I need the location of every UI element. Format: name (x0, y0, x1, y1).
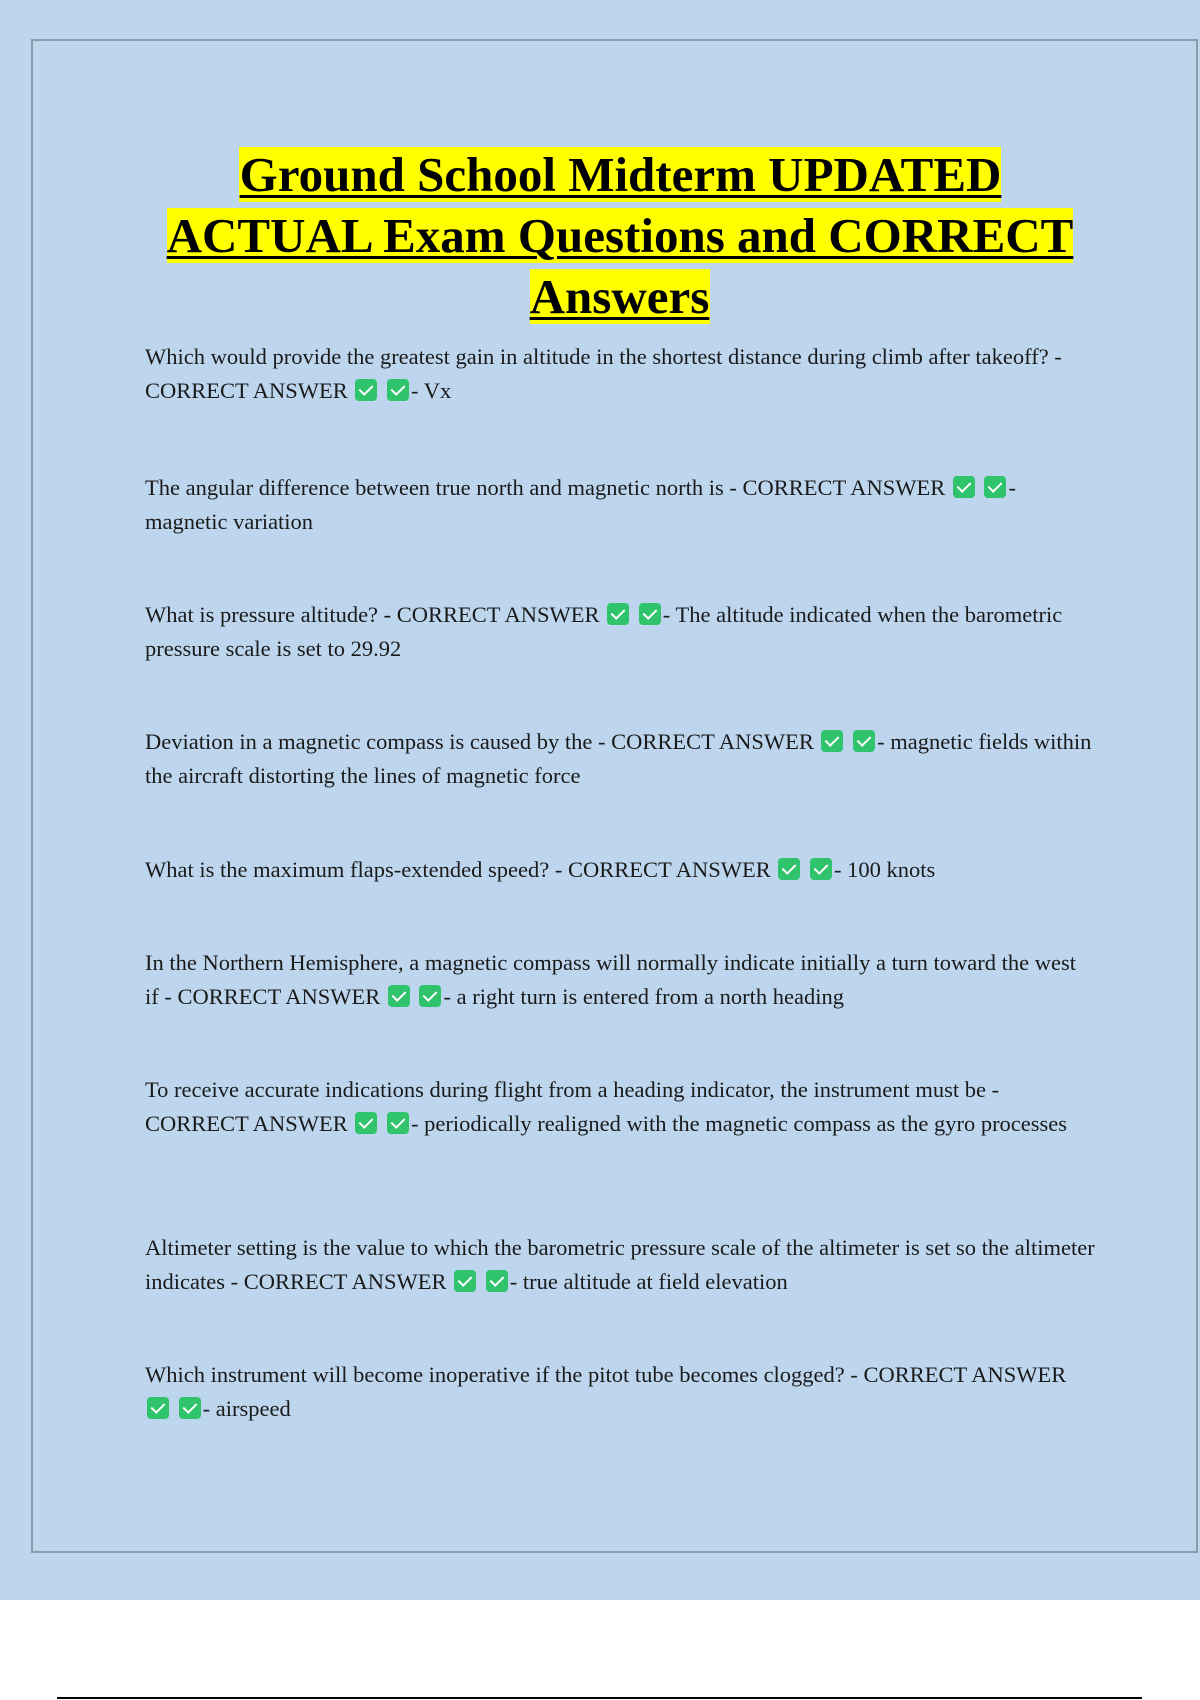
check-box-icon (387, 379, 409, 401)
footer-rule (57, 1697, 1142, 1699)
answer-text: - magnetic variation (145, 475, 1016, 534)
check-box-icon (953, 476, 975, 498)
question-text: What is the maximum flaps-extended speed? - CORRECT ANSWER (145, 857, 771, 882)
question-text: Altimeter setting is the value to which the barometric pressure scale of the altimeter is set so the altimeter indicates - CORRECT ANSWER (145, 1235, 1095, 1294)
check-box-icon (778, 858, 800, 880)
check-box-icon (355, 379, 377, 401)
answer-text: - 100 knots (833, 857, 936, 882)
qa-item (145, 1073, 1095, 1141)
check-box-icon (387, 1112, 409, 1134)
answer-text: - true altitude at field elevation (509, 1269, 788, 1294)
answer-text: - airspeed (202, 1396, 291, 1421)
check-box-icon (821, 730, 843, 752)
question-text: What is pressure altitude? - CORRECT ANSWER (145, 602, 600, 627)
check-box-icon (355, 1112, 377, 1134)
qa-item (145, 1231, 1095, 1299)
qa-item (145, 471, 1095, 539)
qa-item (145, 1358, 1095, 1426)
check-box-icon (639, 603, 661, 625)
check-box-icon (147, 1397, 169, 1419)
check-box-icon (984, 476, 1006, 498)
check-box-icon (388, 985, 410, 1007)
answer-text: - a right turn is entered from a north heading (443, 984, 844, 1009)
question-text: The angular difference between true north and magnetic north is - CORRECT ANSWER (145, 475, 946, 500)
answer-text: - The altitude indicated when the barometric pressure scale is set to 29.92 (145, 602, 1063, 661)
check-box-icon (179, 1397, 201, 1419)
answer-text: - magnetic fields within the aircraft distorting the lines of magnetic force (145, 729, 1092, 788)
document-title (140, 144, 1100, 327)
qa-item (145, 598, 1095, 666)
check-box-icon (454, 1270, 476, 1292)
qa-item (145, 946, 1095, 1014)
check-box-icon (607, 603, 629, 625)
question-text: To receive accurate indications during flight from a heading indicator, the instrument must be - CORRECT ANSWER (145, 1077, 1000, 1136)
answer-text: - periodically realigned with the magnetic compass as the gyro processes (411, 1111, 1068, 1136)
check-box-icon (486, 1270, 508, 1292)
question-text: Which instrument will become inoperative if the pitot tube becomes clogged? - CORRECT ANSWER (145, 1362, 1067, 1387)
qa-item (145, 340, 1095, 408)
qa-item (145, 853, 1095, 887)
question-text: Deviation in a magnetic compass is caused by the - CORRECT ANSWER (145, 729, 814, 754)
check-box-icon (853, 730, 875, 752)
question-text: Which would provide the greatest gain in altitude in the shortest distance during climb after takeoff? - CORRECT ANSWER (145, 344, 1062, 403)
check-box-icon (810, 858, 832, 880)
answer-text: - Vx (411, 378, 452, 403)
qa-item (145, 725, 1095, 793)
check-box-icon (419, 985, 441, 1007)
question-text: In the Northern Hemisphere, a magnetic compass will normally indicate initially a turn toward the west if - CORRECT ANSWER (145, 950, 1076, 1009)
title-text: Ground School Midterm UPDATED ACTUAL Exam Questions and CORRECT Answers (166, 147, 1074, 324)
